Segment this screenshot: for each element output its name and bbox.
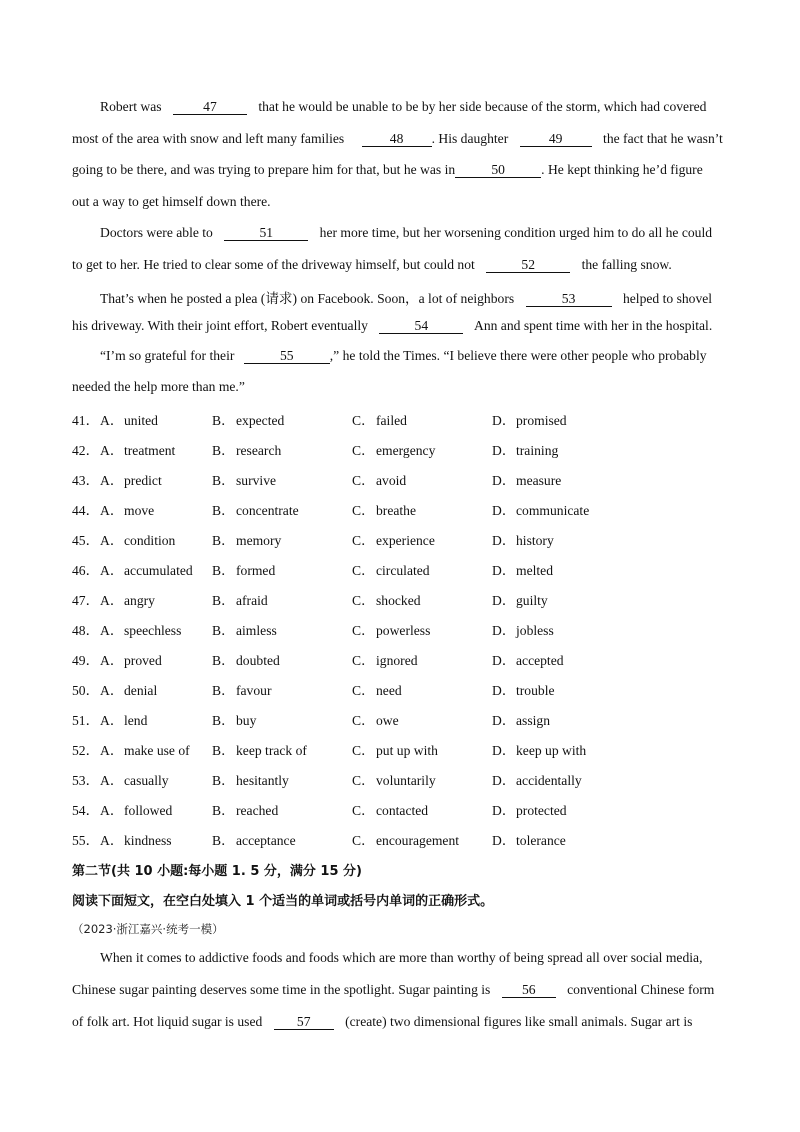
passage-line [100,348,728,364]
question-number: 55． [72,833,100,848]
option-text: expected [236,413,285,428]
question-row [72,529,728,547]
passage-text: Doctors were able to [100,225,213,240]
question-source: （2023·浙江嘉兴·统考一模） [72,922,224,936]
option-letter: B． [212,533,235,548]
question-row [72,649,728,667]
option-text: powerless [376,623,431,638]
option-letter: C． [352,473,375,488]
blank-57: 57 [274,1015,334,1030]
option-letter: C． [352,743,375,758]
option-text: protected [516,803,567,818]
option-text: doubted [236,653,280,668]
option-text: promised [516,413,567,428]
passage-line [72,162,728,178]
option-text: lend [124,713,148,728]
question-number: 45． [72,533,100,548]
option-a[interactable] [100,709,147,729]
option-letter: A． [100,533,124,548]
question-row [72,439,728,457]
option-d[interactable] [492,529,554,549]
passage-line [100,99,728,115]
option-letter: D． [492,683,516,698]
option-a[interactable] [100,439,175,459]
blank-55: 55 [244,349,330,364]
option-b[interactable] [212,739,307,759]
option-text: jobless [516,623,554,638]
passage-text: (create) two dimensional figures like small animals. Sugar art is [345,1014,693,1029]
option-letter: D． [492,803,516,818]
option-text: contacted [376,803,429,818]
option-letter: D． [492,533,516,548]
option-d[interactable] [492,739,586,759]
option-letter: C． [352,683,375,698]
passage-line: needed the help more than me.” [72,379,245,394]
question-number: 48． [72,623,100,638]
option-text: treatment [124,443,176,458]
option-text: followed [124,803,173,818]
option-text: tolerance [516,833,566,848]
passage-text: of folk art. Hot liquid sugar is used [72,1014,263,1029]
passage-text: the fact that he wasn’t [603,131,723,146]
option-letter: C． [352,803,375,818]
question-number: 41． [72,413,100,428]
option-letter: A． [100,413,124,428]
option-letter: C． [352,593,375,608]
option-a[interactable] [100,499,154,519]
option-text: avoid [376,473,407,488]
option-text: casually [124,773,169,788]
option-b[interactable] [212,829,296,849]
option-d[interactable] [492,439,558,459]
option-letter: D． [492,443,516,458]
option-text: favour [236,683,272,698]
passage-text: conventional Chinese form [567,982,715,997]
question-row [72,739,728,757]
option-text: predict [124,473,162,488]
option-d[interactable] [492,619,554,639]
option-text: measure [516,473,562,488]
question-row [72,679,728,697]
option-d[interactable] [492,709,550,729]
option-d[interactable] [492,469,561,489]
option-letter: B． [212,713,235,728]
passage-line [72,1014,728,1030]
option-letter: B． [212,773,235,788]
option-text: angry [124,593,155,608]
option-b[interactable] [212,619,277,639]
option-d[interactable] [492,589,548,609]
question-row [72,559,728,577]
option-d[interactable] [492,799,567,819]
passage-line: When it comes to addictive foods and foods which are more than worthy of being spread all over social media, [100,950,703,965]
option-a[interactable] [100,529,175,549]
option-text: breathe [376,503,416,518]
option-letter: C． [352,503,375,518]
option-letter: A． [100,593,124,608]
option-d[interactable] [492,649,564,669]
option-text: buy [236,713,257,728]
option-c[interactable] [352,679,402,699]
option-text: voluntarily [376,773,436,788]
option-letter: B． [212,413,235,428]
passage-line [72,131,728,147]
option-letter: A． [100,623,124,638]
section-instruction: 阅读下面短文，在空白处填入 1 个适当的单词或括号内单词的正确形式。 [72,894,494,909]
option-text: survive [236,473,277,488]
option-c[interactable] [352,409,407,429]
option-text: assign [516,713,550,728]
option-letter: D． [492,593,516,608]
option-text: need [376,683,402,698]
option-text: ignored [376,653,418,668]
passage-line [72,318,728,334]
option-text: guilty [516,593,548,608]
option-c[interactable] [352,499,416,519]
option-c[interactable] [352,439,435,459]
option-text: memory [236,533,282,548]
option-text: experience [376,533,435,548]
passage-text: That’s when he posted a plea (请求) on Facebook. Soon，a lot of neighbors [100,291,515,306]
option-letter: D． [492,713,516,728]
option-letter: B． [212,803,235,818]
option-c[interactable] [352,829,459,849]
question-number: 46． [72,563,100,578]
option-letter: C． [352,773,375,788]
blank-48: 48 [362,132,432,147]
passage-text: helped to shovel [622,291,713,306]
option-c[interactable] [352,619,430,639]
option-c[interactable] [352,529,435,549]
option-letter: B． [212,833,235,848]
option-letter: C． [352,533,375,548]
option-letter: C． [352,413,375,428]
option-letter: A． [100,563,124,578]
option-text: afraid [236,593,268,608]
option-text: concentrate [236,503,299,518]
option-c[interactable] [352,709,399,729]
option-c[interactable] [352,769,436,789]
passage-text: . He kept thinking he’d figure [541,162,703,177]
blank-56: 56 [502,983,556,998]
option-letter: A． [100,503,124,518]
option-letter: A． [100,443,124,458]
option-a[interactable] [100,409,158,429]
option-letter: C． [352,713,375,728]
option-text: melted [516,563,553,578]
option-d[interactable] [492,769,582,789]
passage-text: Ann and spent time with her in the hospital. [474,318,713,333]
option-d[interactable] [492,559,553,579]
option-letter: B． [212,473,235,488]
passage-text: that he would be unable to be by her side because of the storm, which had covered [258,99,707,114]
blank-54: 54 [379,319,463,334]
option-text: training [516,443,559,458]
passage-line [100,287,728,307]
blank-51: 51 [224,226,308,241]
option-letter: C． [352,563,375,578]
option-b[interactable] [212,499,299,519]
question-row [72,409,728,427]
question-row [72,619,728,637]
passage-text: her more time, but her worsening condition urged him to do all he could [319,225,713,240]
option-text: circulated [376,563,430,578]
option-d[interactable] [492,829,566,849]
option-letter: C． [352,833,375,848]
option-text: keep up with [516,743,587,758]
option-text: put up with [376,743,438,758]
option-letter: B． [212,563,235,578]
option-text: proved [124,653,162,668]
option-text: condition [124,533,176,548]
option-a[interactable] [100,589,155,609]
question-number: 50． [72,683,100,698]
option-a[interactable] [100,739,190,759]
option-letter: C． [352,443,375,458]
option-text: move [124,503,155,518]
option-letter: D． [492,653,516,668]
option-text: speechless [124,623,182,638]
option-letter: A． [100,713,124,728]
option-text: formed [236,563,276,578]
question-row [72,589,728,607]
option-letter: D． [492,563,516,578]
option-text: aimless [236,623,277,638]
passage-text: most of the area with snow and left many families [72,131,345,146]
blank-53: 53 [526,292,612,307]
option-d[interactable] [492,499,589,519]
option-text: failed [376,413,407,428]
question-row [72,769,728,787]
option-a[interactable] [100,679,157,699]
option-letter: A． [100,473,124,488]
option-a[interactable] [100,829,172,849]
option-b[interactable] [212,409,284,429]
option-letter: D． [492,413,516,428]
option-letter: C． [352,653,375,668]
question-number: 52． [72,743,100,758]
option-letter: A． [100,743,124,758]
option-letter: D． [492,623,516,638]
option-letter: B． [212,623,235,638]
option-a[interactable] [100,769,169,789]
option-letter: B． [212,653,235,668]
option-letter: B． [212,503,235,518]
option-c[interactable] [352,799,428,819]
option-c[interactable] [352,739,438,759]
option-a[interactable] [100,469,162,489]
option-a[interactable] [100,799,172,819]
passage-text: to get to her. He tried to clear some of the driveway himself, but could not [72,257,475,272]
question-number: 42． [72,443,100,458]
option-letter: B． [212,743,235,758]
option-a[interactable] [100,619,181,639]
option-text: encouragement [376,833,460,848]
option-text: communicate [516,503,590,518]
option-d[interactable] [492,409,567,429]
question-row [72,499,728,517]
option-text: make use of [124,743,190,758]
question-number: 54． [72,803,100,818]
passage-text: Chinese sugar painting deserves some time in the spotlight. Sugar painting is [72,982,491,997]
option-letter: D． [492,743,516,758]
option-text: keep track of [236,743,307,758]
blank-49: 49 [520,132,592,147]
option-b[interactable] [212,799,278,819]
passage-line [100,225,728,241]
option-letter: D． [492,503,516,518]
passage-text: going to be there, and was trying to prepare him for that, but he was in [72,162,456,177]
option-letter: B． [212,593,235,608]
question-number: 49． [72,653,100,668]
passage-line [72,257,728,273]
option-b[interactable] [212,529,281,549]
option-text: research [236,443,282,458]
option-c[interactable] [352,469,406,489]
passage-line: out a way to get himself down there. [72,194,271,209]
passage-text: ,” he told the Times. “I believe there were other people who probably [329,348,707,363]
option-b[interactable] [212,679,271,699]
passage-text: “I’m so grateful for their [100,348,235,363]
option-b[interactable] [212,649,280,669]
option-text: emergency [376,443,436,458]
option-letter: A． [100,683,124,698]
option-text: owe [376,713,399,728]
option-text: history [516,533,554,548]
passage-text: the falling snow. [581,257,672,272]
option-b[interactable] [212,589,268,609]
option-text: united [124,413,158,428]
blank-50: 50 [455,163,541,178]
option-text: kindness [124,833,172,848]
question-row [72,829,728,847]
option-letter: D． [492,773,516,788]
passage-text: his driveway. With their joint effort, Robert eventually [72,318,368,333]
option-text: acceptance [236,833,296,848]
option-letter: A． [100,773,124,788]
question-number: 43． [72,473,100,488]
option-letter: C． [352,623,375,638]
question-number: 51． [72,713,100,728]
question-row [72,799,728,817]
question-row [72,469,728,487]
blank-52: 52 [486,258,570,273]
option-a[interactable] [100,559,193,579]
passage-line [72,982,728,998]
question-row [72,709,728,727]
option-text: accumulated [124,563,193,578]
option-text: shocked [376,593,421,608]
option-letter: A． [100,833,124,848]
option-letter: B． [212,683,235,698]
option-text: denial [124,683,158,698]
option-letter: D． [492,833,516,848]
question-number: 53． [72,773,100,788]
option-b[interactable] [212,469,276,489]
option-text: reached [236,803,279,818]
option-letter: B． [212,443,235,458]
option-letter: A． [100,653,124,668]
passage-text: Robert was [100,99,162,114]
option-text: hesitantly [236,773,289,788]
option-d[interactable] [492,679,555,699]
option-c[interactable] [352,649,418,669]
option-letter: D． [492,473,516,488]
option-letter: A． [100,803,124,818]
option-text: accidentally [516,773,582,788]
option-c[interactable] [352,559,430,579]
passage-text: . His daughter [431,131,509,146]
option-text: trouble [516,683,555,698]
option-b[interactable] [212,769,289,789]
option-text: accepted [516,653,564,668]
question-number: 44． [72,503,100,518]
option-b[interactable] [212,439,281,459]
question-number: 47． [72,593,100,608]
option-c[interactable] [352,589,421,609]
option-b[interactable] [212,709,256,729]
section-heading: 第二节(共 10 小题:每小题 1. 5 分，满分 15 分) [72,864,362,879]
option-b[interactable] [212,559,275,579]
blank-47: 47 [173,100,247,115]
option-a[interactable] [100,649,162,669]
